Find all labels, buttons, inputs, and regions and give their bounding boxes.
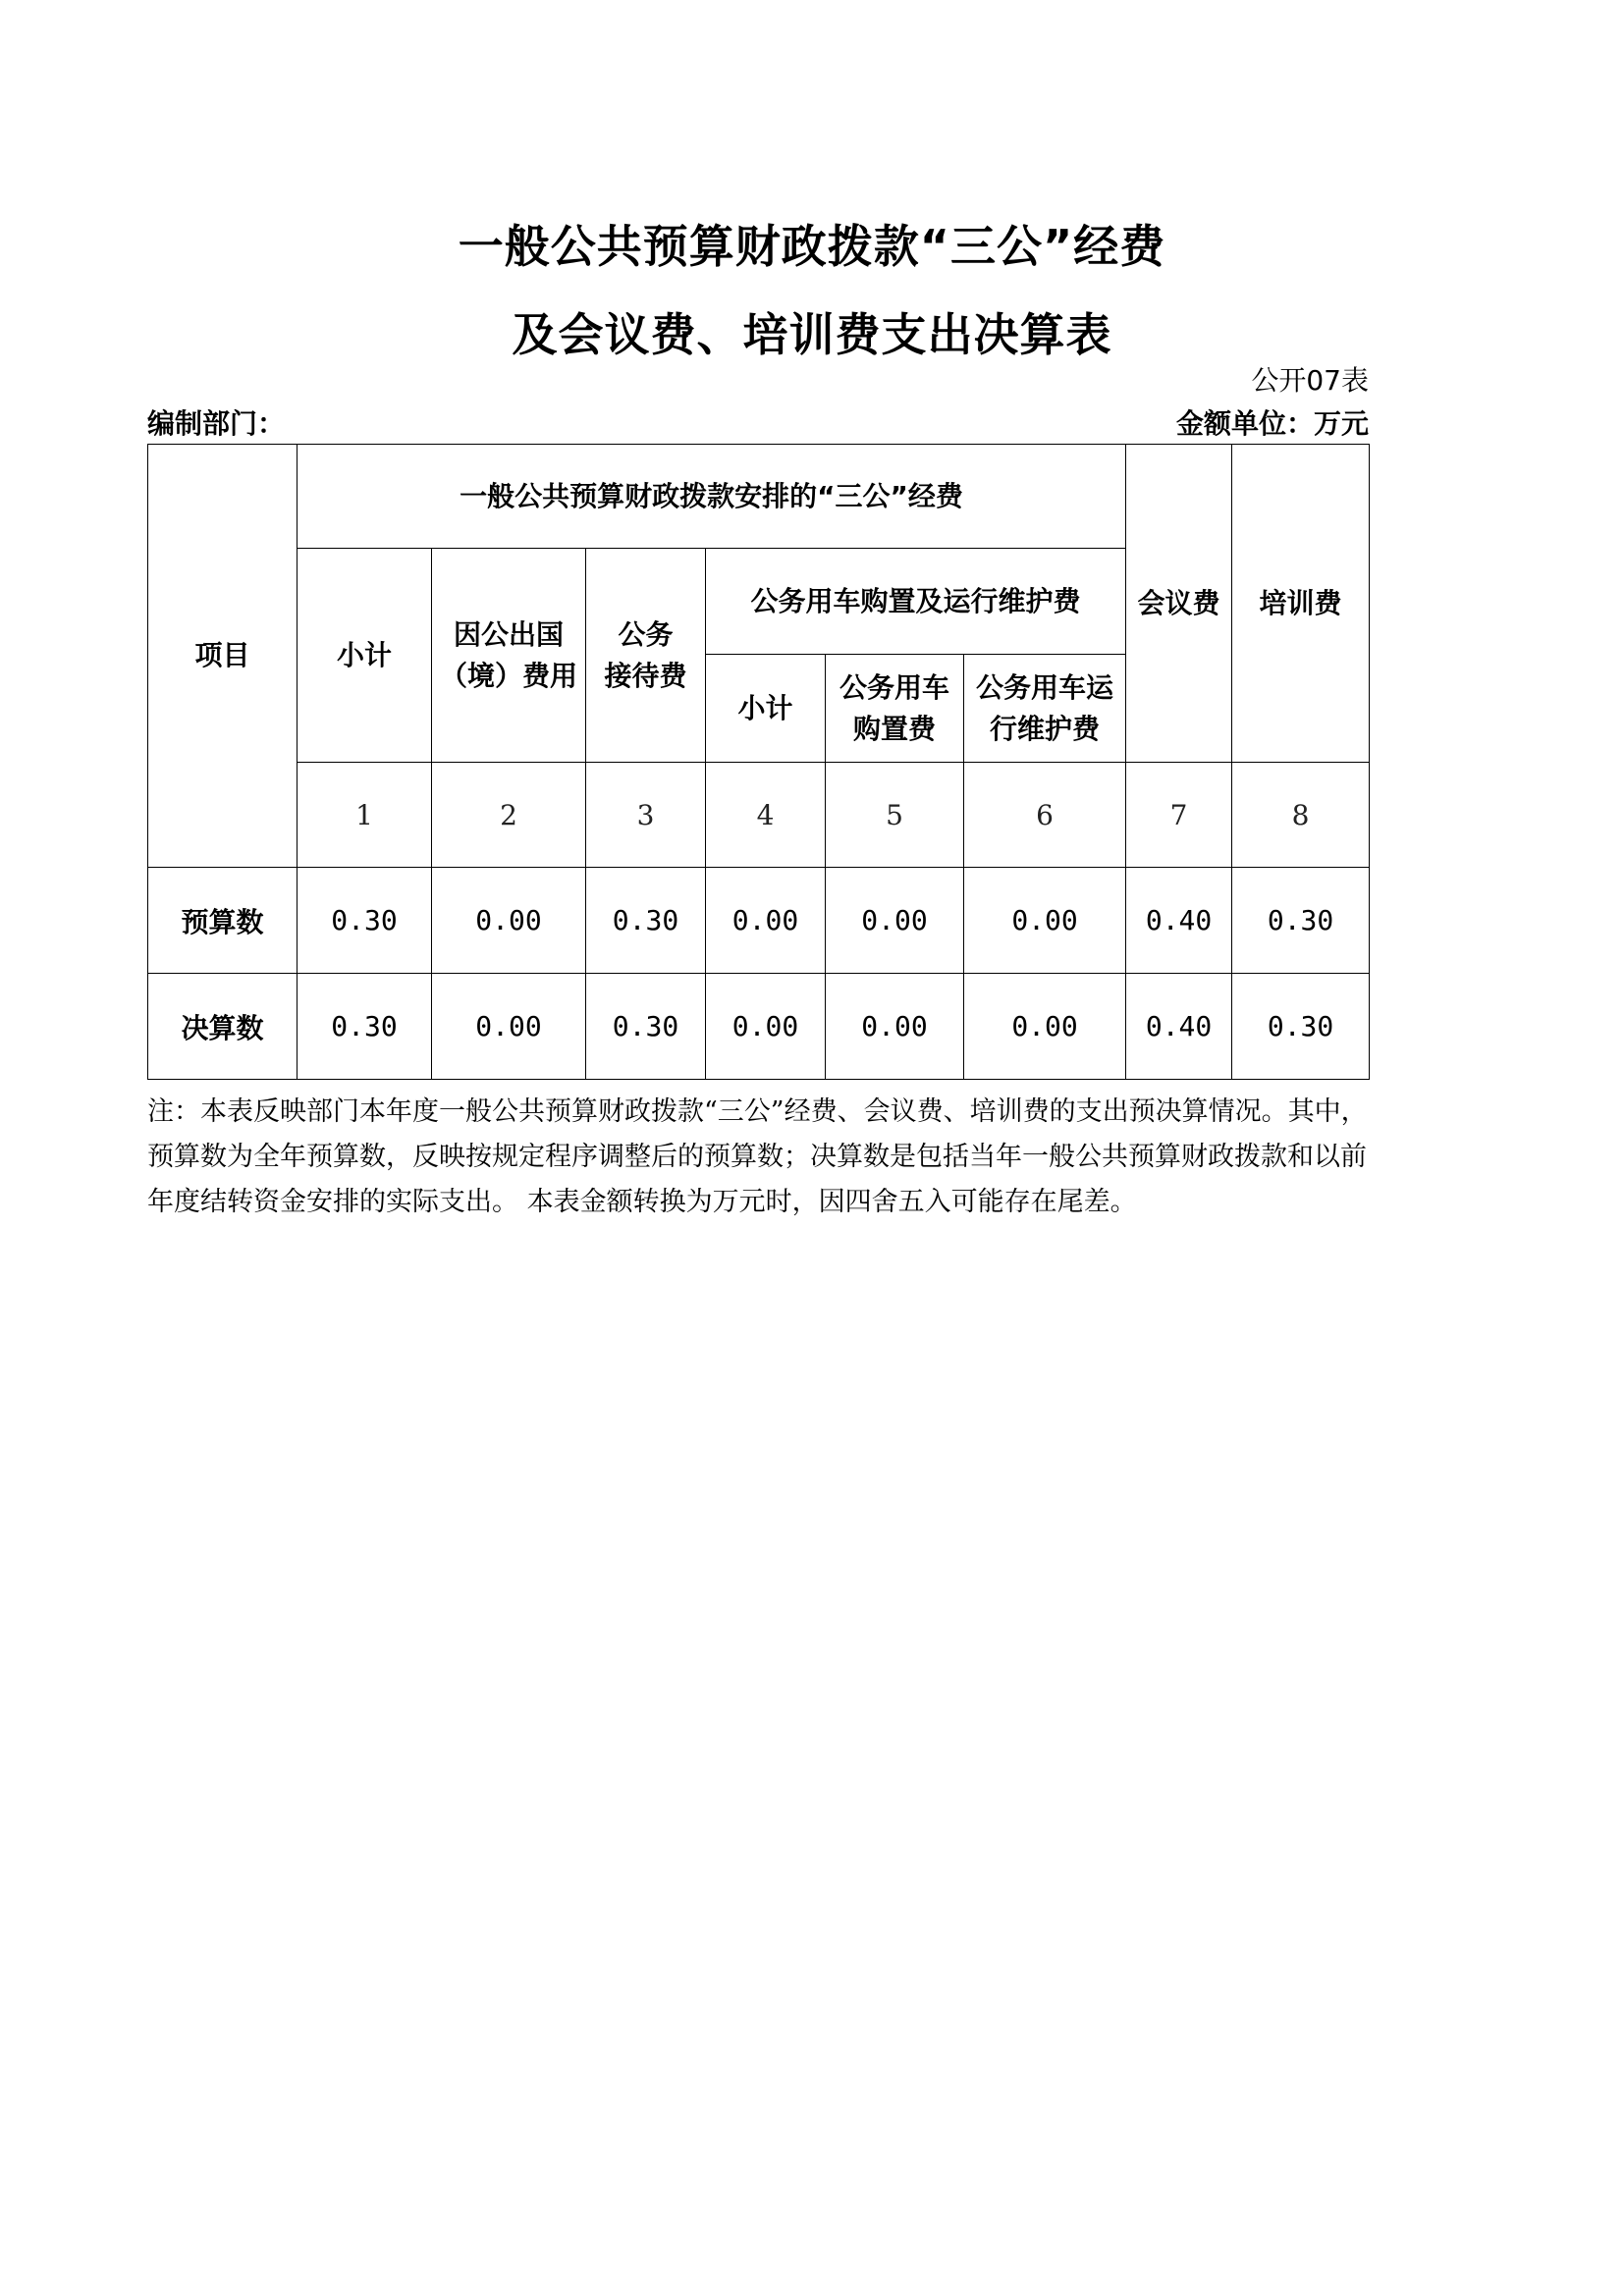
header-item: 项目	[148, 445, 298, 868]
index-cell: 4	[706, 763, 826, 868]
header-reception-line2: 接待费	[604, 659, 687, 692]
value-cell: 0.00	[432, 974, 586, 1080]
header-three-public-group: 一般公共预算财政拨款安排的“三公”经费	[298, 445, 1126, 549]
note-line: 年度结转资金安排的实际支出。 本表金额转换为万元时，因四舍五入可能存在尾差。	[147, 1187, 1137, 1217]
header-subtotal: 小计	[298, 549, 432, 763]
table-note	[147, 1090, 1483, 1225]
header-abroad-line1: 因公出国	[453, 617, 564, 651]
header-training: 培训费	[1232, 445, 1370, 763]
value-cell: 0.30	[1232, 974, 1370, 1080]
header-vehicle-ops	[964, 655, 1126, 763]
value-cell: 0.00	[826, 974, 964, 1080]
value-cell: 0.30	[1232, 868, 1370, 974]
index-cell: 6	[964, 763, 1126, 868]
value-cell: 0.00	[432, 868, 586, 974]
header-abroad	[432, 549, 586, 763]
note-line: 预算数为全年预算数，反映按规定程序调整后的预算数；决算数是包括当年一般公共预算财政拨款和以前	[147, 1142, 1367, 1172]
header-vehicle-purchase	[826, 655, 964, 763]
note-line: 注：本表反映部门本年度一般公共预算财政拨款“三公”经费、会议费、培训费的支出预决算情况。其中，	[147, 1096, 1368, 1127]
index-cell: 5	[826, 763, 964, 868]
value-cell: 0.00	[964, 868, 1126, 974]
index-row	[148, 763, 1370, 868]
value-cell: 0.40	[1126, 868, 1232, 974]
page-subtitle: 及会议费、培训费支出决算表	[512, 308, 1112, 361]
index-cell: 3	[586, 763, 706, 868]
index-cell: 8	[1232, 763, 1370, 868]
header-reception-line1: 公务	[618, 617, 674, 651]
index-cell: 2	[432, 763, 586, 868]
page-title: 一般公共预算财政拨款“三公”经费	[458, 220, 1166, 273]
value-cell: 0.30	[586, 974, 706, 1080]
value-cell: 0.00	[706, 974, 826, 1080]
row-label-final: 决算数	[148, 974, 298, 1080]
index-cell: 7	[1126, 763, 1232, 868]
value-cell: 0.30	[586, 868, 706, 974]
unit-label: 金额单位：万元	[1175, 407, 1369, 440]
value-cell: 0.30	[298, 974, 432, 1080]
budget-table	[147, 444, 1370, 1080]
header-vehicle-purchase-line2: 购置费	[852, 712, 936, 745]
header-vehicle-ops-line2: 行维护费	[990, 712, 1101, 745]
value-cell: 0.40	[1126, 974, 1232, 1080]
header-vehicle-group: 公务用车购置及运行维护费	[706, 549, 1126, 655]
header-vehicle-purchase-line1: 公务用车	[839, 670, 949, 704]
row-label-budget: 预算数	[148, 868, 298, 974]
department-label: 编制部门：	[147, 407, 286, 440]
header-abroad-line2: （境）费用	[439, 659, 577, 692]
value-cell: 0.00	[826, 868, 964, 974]
table-row	[148, 974, 1370, 1080]
header-vehicle-ops-line1: 公务用车运	[976, 670, 1114, 704]
value-cell: 0.00	[706, 868, 826, 974]
header-vehicle-subtotal: 小计	[706, 655, 826, 763]
value-cell: 0.00	[964, 974, 1126, 1080]
value-cell: 0.30	[298, 868, 432, 974]
header-meeting: 会议费	[1126, 445, 1232, 763]
header-reception	[586, 549, 706, 763]
table-code: 公开07表	[1251, 364, 1369, 397]
index-cell: 1	[298, 763, 432, 868]
table-row	[148, 868, 1370, 974]
